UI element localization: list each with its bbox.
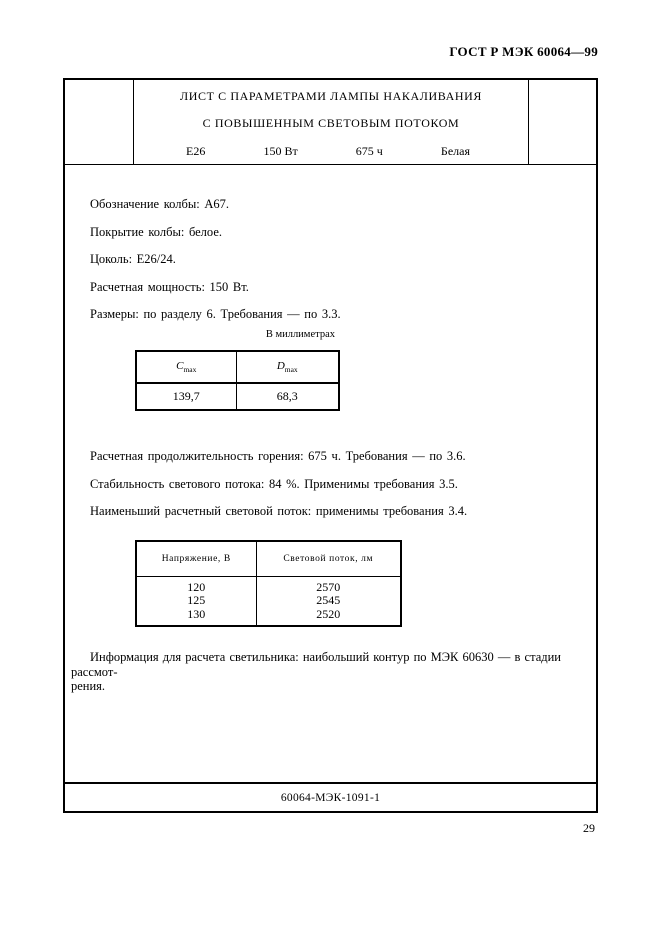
flux-table-header-flux: Световой поток, лм [256,541,401,576]
dimensions-table-value-row [136,383,339,410]
sheet-reference-number: 60064-МЭК-1091-1 [280,791,381,804]
voltage-value-130: 130 [187,606,206,621]
cmax-subscript: max [183,365,197,374]
flux-table-value-row [136,576,401,626]
dimensions-header-cmax [136,351,236,383]
dmax-symbol: D [276,360,285,372]
dimensions-table [135,350,340,411]
spec-line-rated-life: Расчетная продолжительность горения: 675 ч. Требования — по 3.6. [90,449,466,463]
page-number: 29 [583,821,595,835]
spec-line-cap: Цоколь: Е26/24. [90,252,176,266]
note-line-2: рения. [71,679,106,693]
lamp-color-value: Белая [440,144,470,158]
dimensions-header-dmax [236,351,339,383]
flux-table-header-voltage: Напряжение, В [136,541,256,576]
dmax-value: 68,3 [236,383,339,410]
sheet-footer-row [65,782,596,811]
voltage-value-125: 125 [187,593,206,607]
dmax-subscript: max [284,365,298,374]
bulb-spec-paragraphs [90,191,584,329]
flux-table-header-row [136,541,401,576]
spec-line-rated-power: Расчетная мощность: 150 Вт. [90,279,249,294]
dimensions-table-header-row [136,351,339,383]
sheet-header-row [65,80,596,165]
flux-value-2570: 2570 [316,579,341,594]
voltage-value-120: 120 [187,579,206,594]
spec-line-bulb-coating: Покрытие колбы: белое. [90,224,222,239]
standard-reference: ГОСТ Р МЭК 60064—99 [449,44,598,59]
luminous-flux-table [135,540,402,627]
header-cell-center [134,80,528,164]
mm-table-caption: В миллиметрах [265,329,335,340]
spec-line-lumen-maintenance: Стабильность светового потока: 84 %. Применимы требования 3.5. [90,476,458,491]
parameter-sheet-frame [63,78,598,813]
performance-spec-paragraphs [90,443,584,526]
spec-line-dimensions: Размеры: по разделу 6. Требования — по 3.3. [90,307,341,321]
header-cell-left [65,80,134,164]
cmax-value: 139,7 [136,383,236,410]
sheet-title-line2: С ПОВЫШЕННЫМ СВЕТОВЫМ ПОТОКОМ [202,116,460,130]
lamp-life-value: 675 ч [355,144,383,158]
lamp-params-row [134,144,528,159]
flux-value-2520: 2520 [316,606,341,621]
lamp-cap-value: Е26 [186,144,206,158]
luminaire-design-note [71,650,588,694]
note-line-1: Информация для расчета светильника: наибольший контур по МЭК 60630 — в стадии рассмот- [71,650,561,679]
flux-values-cell [256,576,401,626]
flux-value-2545: 2545 [316,593,341,607]
sheet-title-line1: ЛИСТ С ПАРАМЕТРАМИ ЛАМПЫ НАКАЛИВАНИЯ [179,89,482,103]
cmax-symbol: C [176,360,184,372]
spec-line-minimum-flux: Наименьший расчетный световой поток: применимы требования 3.4. [90,504,468,518]
spec-line-bulb-designation: Обозначение колбы: А67. [90,197,229,211]
lamp-power-value: 150 Вт [263,144,298,158]
header-cell-right [528,80,596,164]
voltage-values-cell [136,576,256,626]
